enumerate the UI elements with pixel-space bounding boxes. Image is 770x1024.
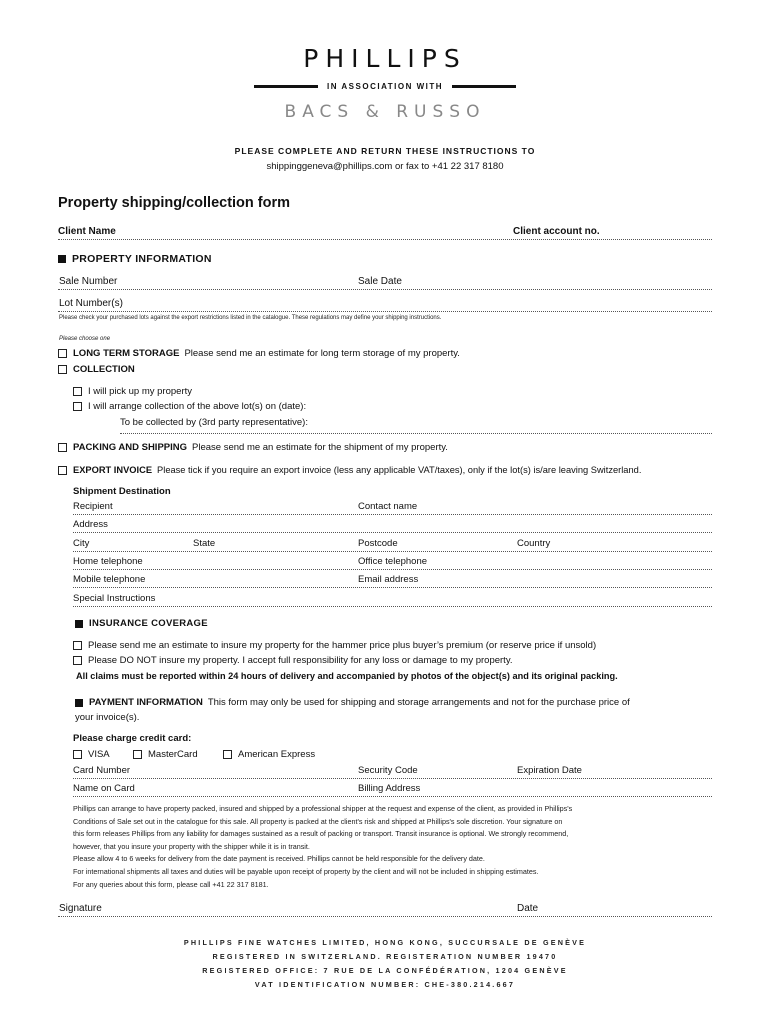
section-square-icon xyxy=(75,699,83,707)
client-name-field[interactable] xyxy=(58,239,712,240)
footer-office: REGISTERED OFFICE: 7 RUE DE LA CONFÉDÉRATION, 1204 GENÈVE xyxy=(202,966,568,975)
export-invoice-text: Please tick if you require an export invoice (less any applicable VAT/taxes), only if the lot(s) is/are leaving Switzerland. xyxy=(157,465,642,475)
home-telephone-label: Home telephone xyxy=(73,556,143,567)
expiration-date-label: Expiration Date xyxy=(517,765,582,776)
no-insurance-label: Please DO NOT insure my property. I accept full responsibility for any loss or damage to my property. xyxy=(88,655,513,666)
city-field[interactable] xyxy=(73,551,712,552)
city-label: City xyxy=(73,538,90,549)
return-instruction-contact: shippinggeneva@phillips.com or fax to +41 22 317 8180 xyxy=(266,161,504,172)
footer-registration: REGISTERED IN SWITZERLAND. REGISTERATION NUMBER 19470 xyxy=(212,952,558,961)
footer-vat: VAT IDENTIFICATION NUMBER: CHE-380.214.667 xyxy=(254,980,516,989)
logo-association-text: IN ASSOCIATION WITH xyxy=(326,82,444,91)
collection-option[interactable] xyxy=(58,364,135,375)
terms-line: Phillips can arrange to have property packed, insured and shipped by a professional shipper at the request and expense of the client, as provided in Phillips's xyxy=(73,804,573,813)
amex-option[interactable] xyxy=(223,749,315,760)
email-address-label: Email address xyxy=(358,574,419,585)
logo-phillips: PHILLIPS xyxy=(303,44,467,73)
pickup-label: I will pick up my property xyxy=(88,386,193,397)
lot-note: Please check your purchased lots against the export restrictions listed in the catalogue. These regulations may define your shipping instructions. xyxy=(59,315,442,321)
name-on-card-field[interactable] xyxy=(73,796,712,797)
visa-label: VISA xyxy=(88,749,110,760)
terms-line: For any queries about this form, please call +41 22 317 8181. xyxy=(73,879,269,889)
insurance-estimate-checkbox[interactable] xyxy=(73,641,82,650)
shipment-destination-heading: Shipment Destination xyxy=(73,486,171,497)
card-number-field[interactable] xyxy=(73,778,712,779)
lot-numbers-field[interactable] xyxy=(58,311,712,312)
lot-numbers-label: Lot Number(s) xyxy=(59,298,123,309)
date-label: Date xyxy=(517,903,539,914)
export-invoice-label: EXPORT INVOICE xyxy=(73,465,153,475)
return-instruction-heading: PLEASE COMPLETE AND RETURN THESE INSTRUCTIONS TO xyxy=(234,146,536,156)
long-term-storage-text: Please send me an estimate for long term storage of my property. xyxy=(184,348,460,359)
billing-address-label: Billing Address xyxy=(358,783,421,794)
footer-company: PHILLIPS FINE WATCHES LIMITED, HONG KONG, SUCCURSALE DE GENÈVE xyxy=(183,938,587,947)
logo-bacs-russo: BACS & RUSSO xyxy=(284,102,486,122)
form-title: Property shipping/collection form xyxy=(58,195,291,211)
charge-card-label: Please charge credit card: xyxy=(73,733,192,744)
export-invoice-checkbox[interactable] xyxy=(58,466,67,475)
office-telephone-label: Office telephone xyxy=(358,556,428,567)
client-account-label: Client account no. xyxy=(513,226,600,237)
amex-label: American Express xyxy=(238,749,316,760)
contact-name-label: Contact name xyxy=(358,501,418,512)
collection-label: COLLECTION xyxy=(73,364,135,375)
pickup-checkbox[interactable] xyxy=(73,387,82,396)
choose-one-note: Please choose one xyxy=(59,336,111,342)
sale-date-label: Sale Date xyxy=(358,276,402,287)
mobile-telephone-label: Mobile telephone xyxy=(73,574,146,585)
security-code-label: Security Code xyxy=(358,765,418,776)
special-instructions-label: Special Instructions xyxy=(73,593,156,604)
long-term-storage-checkbox[interactable] xyxy=(58,349,67,358)
logo-association-row xyxy=(0,82,770,91)
arrange-collection-option[interactable] xyxy=(73,401,306,412)
collected-by-label: To be collected by (3rd party representative): xyxy=(120,417,308,428)
mastercard-checkbox[interactable] xyxy=(133,750,142,759)
state-label: State xyxy=(193,538,216,549)
insurance-section-heading xyxy=(75,618,208,629)
payment-heading-text: PAYMENT INFORMATION xyxy=(89,697,203,708)
claims-notice: All claims must be reported within 24 hours of delivery and accompanied by photos of the object(s) and its original packing. xyxy=(76,671,618,681)
visa-checkbox[interactable] xyxy=(73,750,82,759)
arrange-collection-checkbox[interactable] xyxy=(73,402,82,411)
signature-field[interactable] xyxy=(58,916,712,917)
home-telephone-field[interactable] xyxy=(73,569,712,570)
packing-shipping-checkbox[interactable] xyxy=(58,443,67,452)
pickup-option[interactable] xyxy=(73,386,192,397)
mastercard-label: MasterCard xyxy=(148,749,198,760)
property-heading-text: PROPERTY INFORMATION xyxy=(72,253,212,265)
insurance-heading-text: INSURANCE COVERAGE xyxy=(89,618,208,629)
insurance-estimate-option[interactable] xyxy=(73,640,596,651)
postcode-label: Postcode xyxy=(358,538,398,549)
terms-line: this form releases Phillips from any liability for damages sustained as a result of packing or transport. Transit insurance is optional. We strongly recommend, xyxy=(73,829,569,839)
logo-rule-left xyxy=(254,85,318,88)
terms-line: Conditions of Sale set out in the catalogue for this sale. All property is packed at the client's risk and shipped at Phillips's sole discretion. Your signature on xyxy=(73,816,563,826)
terms-line: however, that you insure your property with the shipper while it is in transit. xyxy=(73,841,310,851)
no-insurance-option[interactable] xyxy=(73,655,513,666)
terms-line: Please allow 4 to 6 weeks for delivery from the date payment is received. Phillips cannot be held responsible for the delivery date. xyxy=(73,854,485,864)
address-label: Address xyxy=(73,519,108,530)
section-square-icon xyxy=(58,255,66,263)
recipient-field[interactable] xyxy=(73,514,712,515)
property-section-heading xyxy=(58,253,212,265)
special-instructions-field[interactable] xyxy=(73,606,712,607)
payment-text-2: your invoice(s). xyxy=(75,712,140,723)
collection-checkbox[interactable] xyxy=(58,365,67,374)
signature-label: Signature xyxy=(59,903,102,914)
recipient-label: Recipient xyxy=(73,501,113,512)
long-term-storage-label: LONG TERM STORAGE xyxy=(73,348,180,359)
sale-number-label: Sale Number xyxy=(59,276,118,287)
client-name-label: Client Name xyxy=(58,226,116,237)
long-term-storage-option[interactable] xyxy=(58,348,460,359)
packing-shipping-option[interactable] xyxy=(58,442,448,453)
packing-shipping-label: PACKING AND SHIPPING xyxy=(73,442,188,453)
arrange-collection-label: I will arrange collection of the above lot(s) on (date): xyxy=(88,401,307,412)
sale-number-field[interactable] xyxy=(58,289,712,290)
address-field[interactable] xyxy=(73,532,712,533)
section-square-icon xyxy=(75,620,83,628)
terms-notes xyxy=(73,803,693,891)
payment-text-1: This form may only be used for shipping and storage arrangements and not for the purchase price of xyxy=(207,697,630,708)
country-label: Country xyxy=(517,538,551,549)
export-invoice-option[interactable] xyxy=(58,465,641,475)
mastercard-option[interactable] xyxy=(133,749,198,760)
packing-shipping-text: Please send me an estimate for the shipment of my property. xyxy=(192,442,448,453)
payment-section-heading xyxy=(75,697,630,708)
visa-option[interactable] xyxy=(73,749,110,760)
card-number-label: Card Number xyxy=(73,765,131,776)
logo-rule-right xyxy=(452,85,516,88)
amex-checkbox[interactable] xyxy=(223,750,232,759)
insurance-estimate-label: Please send me an estimate to insure my property for the hammer price plus buyer’s premium (or reserve price if unsold) xyxy=(88,640,597,651)
no-insurance-checkbox[interactable] xyxy=(73,656,82,665)
collected-by-field[interactable] xyxy=(120,433,712,434)
terms-line: For international shipments all taxes and duties will be payable upon receipt of property by the client and will not be included in shipping estimates. xyxy=(73,866,539,876)
name-on-card-label: Name on Card xyxy=(73,783,135,794)
mobile-telephone-field[interactable] xyxy=(73,587,712,588)
